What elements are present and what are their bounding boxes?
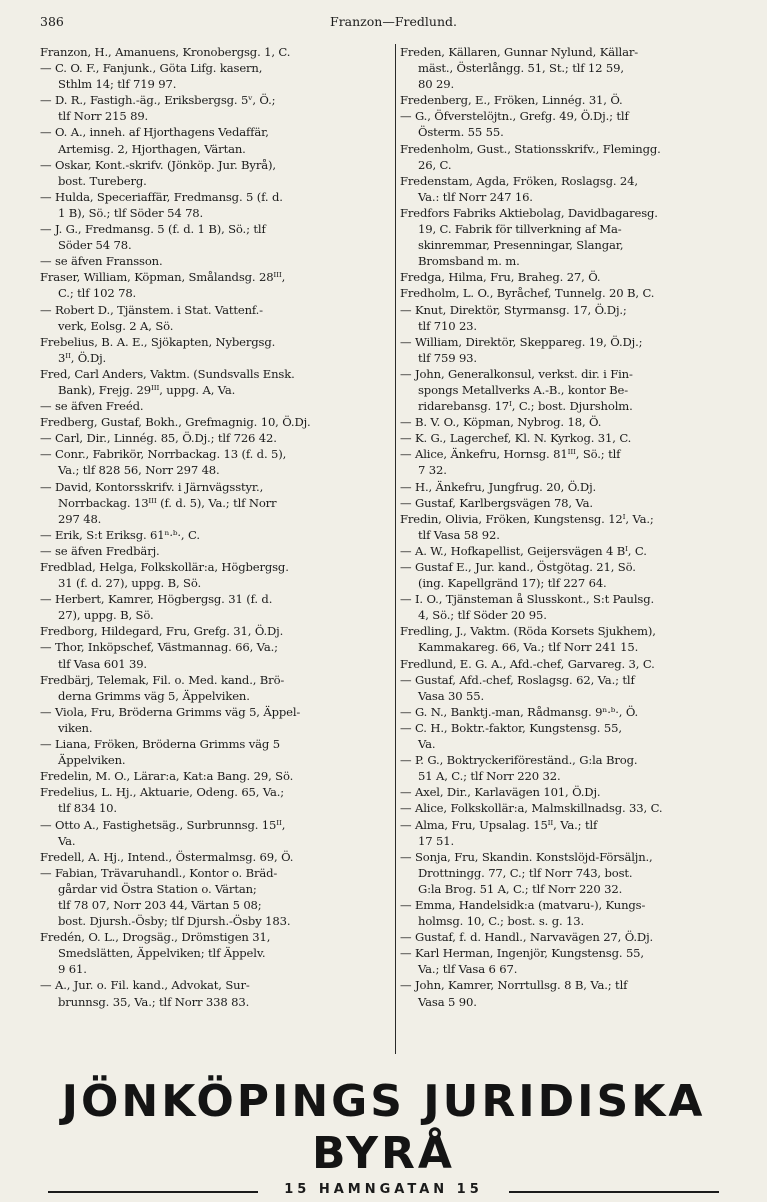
directory-line: Freden, Källaren, Gunnar Nylund, Källar- [400, 45, 639, 59]
directory-line: — Conr., Fabrikör, Norrbackag. 13 (f. d. 5), [40, 447, 287, 462]
left-column [40, 44, 392, 1010]
directory-line: 17 51. [418, 833, 454, 848]
directory-line: 80 29. [418, 77, 454, 92]
directory-line: Sthlm 14; tlf 719 97. [58, 77, 177, 92]
directory-line: Fredenstam, Agda, Fröken, Roslagsg. 24, [400, 173, 638, 188]
directory-line: Fredenholm, Gust., Stationsskrifv., Flemingg. [400, 141, 661, 156]
directory-line: Bromsband m. m. [418, 254, 520, 269]
directory-line: Fredelin, M. O., Lärar:a, Kat:a Bang. 29, Sö. [40, 769, 294, 784]
directory-line: tlf 78 07, Norr 203 44, Värtan 5 08; [58, 897, 262, 912]
directory-line: Fredholm, L. O., Byråchef, Tunnelg. 20 B, C. [400, 286, 655, 301]
directory-line: tlf 759 93. [418, 350, 477, 365]
directory-line: Norrbackag. 13ᴵᴵᴵ (f. d. 5), Va.; tlf Norr [58, 495, 277, 510]
directory-line: — Hulda, Speceriaffär, Fredmansg. 5 (f. d. [40, 189, 283, 204]
directory-line: Kammakareg. 66, Va.; tlf Norr 241 15. [418, 640, 639, 655]
directory-line: — O. A., inneh. af Hjorthagens Vedaffär, [40, 125, 269, 140]
directory-line: Fredberg, Gustaf, Bokh., Grefmagnig. 10, Ö.Dj. [40, 415, 311, 430]
directory-line: Fredell, A. Hj., Intend., Östermalmsg. 69, Ö. [40, 849, 294, 864]
directory-line: Fredén, O. L., Drogsäg., Drömstigen 31, [40, 930, 271, 945]
decorative-rule-left [48, 1191, 258, 1193]
directory-line: 1 B), Sö.; tlf Söder 54 78. [58, 205, 204, 220]
directory-line: Äppelviken. [58, 753, 126, 768]
directory-line: — D. R., Fastigh.-äg., Eriksbergsg. 5ᵛ, Ö.; [40, 93, 276, 108]
directory-line: Frebelius, B. A. E., Sjökapten, Nybergsg. [40, 334, 276, 349]
directory-line: — J. G., Fredmansg. 5 (f. d. 1 B), Sö.; tlf [40, 222, 266, 237]
directory-line: viken. [58, 720, 93, 735]
decorative-rule-right [509, 1191, 719, 1193]
advertisement-banner [30, 1076, 737, 1197]
advertisement-address-row [30, 1182, 737, 1202]
directory-line: G:la Brog. 51 A, C.; tlf Norr 220 32. [418, 881, 623, 896]
directory-line: — se äfven Fredbärj. [40, 543, 160, 558]
directory-line: Vasa 30 55. [418, 688, 484, 703]
directory-line: Va. [418, 737, 436, 752]
directory-line: Drottningg. 77, C.; tlf Norr 743, bost. [418, 865, 633, 880]
directory-line: 27), uppg. B, Sö. [58, 608, 154, 623]
directory-line: — Sonja, Fru, Skandin. Konstslöjd-Försäljn., [400, 849, 653, 864]
page-header [40, 10, 747, 32]
directory-line: Söder 54 78. [58, 238, 132, 253]
directory-line: Fredling, J., Vaktm. (Röda Korsets Sjukhem), [400, 624, 656, 639]
directory-line: — se äfven Fransson. [40, 254, 163, 269]
directory-line: 51 A, C.; tlf Norr 220 32. [418, 769, 561, 784]
directory-line: C.; tlf 102 78. [58, 286, 137, 301]
directory-line: Artemisg. 2, Hjorthagen, Värtan. [58, 141, 246, 156]
directory-line: bost. Djursh.-Ösby; tlf Djursh.-Ösby 183. [58, 914, 291, 929]
directory-line: 31 (f. d. 27), uppg. B, Sö. [58, 576, 201, 591]
directory-line: — Robert D., Tjänstem. i Stat. Vattenf.- [40, 302, 263, 317]
directory-line: — H., Änkefru, Jungfrug. 20, Ö.Dj. [400, 479, 597, 494]
directory-line: Smedslätten, Äppelviken; tlf Äppelv. [58, 946, 266, 961]
directory-line: 4, Sö.; tlf Söder 20 95. [418, 608, 547, 623]
directory-line: — William, Direktör, Skeppareg. 19, Ö.Dj.; [400, 334, 643, 349]
directory-line: — Otto A., Fastighetsäg., Surbrunnsg. 15ᴵᴵ, [40, 817, 286, 832]
directory-line: 297 48. [58, 511, 102, 526]
directory-line: mäst., Österlångg. 51, St.; tlf 12 59, [418, 61, 624, 76]
directory-line: — Fabian, Trävaruhandl., Kontor o. Bräd- [40, 865, 278, 880]
directory-line: Va. [58, 833, 76, 848]
directory-line: Fredin, Olivia, Fröken, Kungstensg. 12ᴵ, Va.; [400, 511, 654, 526]
directory-line: tlf Vasa 58 92. [418, 527, 500, 542]
advertisement-address: 15 HAMNGATAN 15 [278, 1182, 489, 1197]
directory-line: Fredborg, Hildegard, Fru, Grefg. 31, Ö.Dj. [40, 624, 284, 639]
directory-line: — Karl Herman, Ingenjör, Kungstensg. 55, [400, 946, 644, 961]
directory-line: — Knut, Direktör, Styrmansg. 17, Ö.Dj.; [400, 302, 627, 317]
directory-line: Fredlund, E. G. A., Afd.-chef, Garvareg. 3, C. [400, 656, 655, 671]
directory-line: ridarebansg. 17ᴵ, C.; bost. Djursholm. [418, 399, 633, 414]
directory-line: Fredelius, L. Hj., Aktuarie, Odeng. 65, Va.; [40, 785, 285, 800]
page-title: Franzon—Fredlund. [330, 14, 457, 29]
directory-line: Fredblad, Helga, Folkskollär:a, Högbergsg. [40, 560, 289, 574]
directory-line: Franzon, H., Amanuens, Kronobergsg. 1, C. [40, 45, 291, 59]
directory-line: — Thor, Inköpschef, Västmannag. 66, Va.; [40, 640, 278, 655]
directory-line: — Erik, S:t Eriksg. 61ⁿ·ᵇ·, C. [40, 527, 200, 542]
directory-line: Bank), Frejg. 29ᴵᴵᴵ, uppg. A, Va. [58, 382, 236, 397]
directory-line: Va.: tlf Norr 247 16. [418, 189, 533, 204]
directory-line: — Gustaf, f. d. Handl., Narvavägen 27, Ö.Dj. [400, 930, 654, 945]
directory-line: Va.; tlf Vasa 6 67. [418, 962, 518, 977]
directory-line: — G., Öfverstelöjtn., Grefg. 49, Ö.Dj.; tlf [400, 109, 629, 124]
directory-line: — John, Kamrer, Norrtullsg. 8 B, Va.; tlf [400, 978, 628, 993]
directory-line: — G. N., Banktj.-man, Rådmansg. 9ⁿ·ᵇ·, Ö. [400, 704, 639, 719]
directory-line: — Alice, Änkefru, Hornsg. 81ᴵᴵᴵ, Sö.; tlf [400, 447, 621, 462]
directory-line: — B. V. O., Köpman, Nybrog. 18, Ö. [400, 415, 602, 430]
directory-line: gårdar vid Östra Station o. Värtan; [58, 881, 257, 896]
advertisement-name: JÖNKÖPINGS JURIDISKA BYRÅ [61, 1076, 706, 1179]
directory-line: verk, Eolsg. 2 A, Sö. [58, 318, 174, 333]
directory-line: holmsg. 10, C.; bost. s. g. 13. [418, 914, 585, 929]
directory-line: — K. G., Lagerchef, Kl. N. Kyrkog. 31, C. [400, 431, 632, 446]
directory-line: Fredenberg, E., Fröken, Linnég. 31, Ö. [400, 93, 623, 108]
directory-line: — Carl, Dir., Linnég. 85, Ö.Dj.; tlf 726 42. [40, 431, 277, 446]
directory-line: — A. W., Hofkapellist, Geijersvägen 4 Bᴵ, C. [400, 543, 647, 558]
directory-line: Fredbärj, Telemak, Fil. o. Med. kand., Brö- [40, 672, 285, 687]
directory-line: tlf 710 23. [418, 318, 477, 333]
directory-line: skinremmar, Presenningar, Slangar, [418, 238, 624, 253]
right-column [400, 44, 750, 1010]
directory-line: 26, C. [418, 157, 452, 172]
directory-line: 9 61. [58, 962, 87, 977]
directory-line: — Alma, Fru, Upsalag. 15ᴵᴵ, Va.; tlf [400, 817, 598, 832]
directory-line: — Gustaf E., Jur. kand., Östgötag. 21, Sö. [400, 560, 636, 574]
directory-line: — Emma, Handelsidk:a (matvaru-), Kungs- [400, 897, 646, 912]
directory-line: 19, C. Fabrik för tillverkning af Ma- [418, 222, 622, 237]
directory-line: — A., Jur. o. Fil. kand., Advokat, Sur- [40, 978, 250, 993]
directory-line: derna Grimms väg 5, Äppelviken. [58, 688, 250, 703]
directory-line: — Viola, Fru, Bröderna Grimms väg 5, Äppel- [40, 704, 301, 719]
directory-line: — Oskar, Kont.-skrifv. (Jönköp. Jur. Byrå), [40, 157, 276, 172]
directory-line: tlf Vasa 601 39. [58, 656, 147, 671]
directory-line: — I. O., Tjänsteman å Slusskont., S:t Paulsg. [400, 592, 655, 607]
directory-line: Fredfors Fabriks Aktiebolag, Davidbagaresg. [400, 205, 658, 220]
directory-line: Fredga, Hilma, Fru, Braheg. 27, Ö. [400, 270, 601, 285]
directory-line: Österm. 55 55. [418, 125, 504, 140]
directory-line: — Herbert, Kamrer, Högbergsg. 31 (f. d. [40, 592, 273, 607]
directory-line: tlf 834 10. [58, 801, 117, 816]
directory-line: 7 32. [418, 463, 447, 478]
directory-line: Fraser, William, Köpman, Smålandsg. 28ᴵᴵᴵ, [40, 270, 286, 285]
directory-line: — C. O. F., Fanjunk., Göta Lifg. kasern, [40, 61, 263, 76]
directory-line: — Axel, Dir., Karlavägen 101, Ö.Dj. [400, 785, 601, 800]
directory-line: spongs Metallverks A.-B., kontor Be- [418, 382, 628, 397]
directory-line: — C. H., Boktr.-faktor, Kungstensg. 55, [400, 720, 622, 735]
directory-line: (ing. Kapellgränd 17); tlf 227 64. [418, 576, 607, 591]
directory-line: tlf Norr 215 89. [58, 109, 149, 124]
directory-line: — Gustaf, Afd.-chef, Roslagsg. 62, Va.; tlf [400, 672, 635, 687]
directory-line: — Gustaf, Karlbergsvägen 78, Va. [400, 495, 593, 510]
directory-line: Va.; tlf 828 56, Norr 297 48. [58, 463, 220, 478]
directory-line: Vasa 5 90. [418, 994, 477, 1009]
directory-line: — P. G., Boktryckeriföreständ., G:la Brog. [400, 753, 638, 768]
directory-line: — David, Kontorsskrifv. i Järnvägsstyr., [40, 479, 264, 494]
column-divider [395, 44, 396, 1054]
directory-line: Fred, Carl Anders, Vaktm. (Sundsvalls Ensk. [40, 366, 295, 381]
directory-line: brunnsg. 35, Va.; tlf Norr 338 83. [58, 994, 250, 1009]
directory-line: — John, Generalkonsul, verkst. dir. i Fin- [400, 366, 633, 381]
directory-line: — se äfven Freéd. [40, 399, 144, 414]
directory-line: bost. Tureberg. [58, 173, 147, 188]
page-number: 386 [40, 14, 64, 29]
directory-line: — Alice, Folkskollär:a, Malmskillnadsg. 33, C. [400, 801, 663, 816]
directory-line: 3ᴵᴵ, Ö.Dj. [58, 350, 107, 365]
directory-line: — Liana, Fröken, Bröderna Grimms väg 5 [40, 737, 280, 752]
